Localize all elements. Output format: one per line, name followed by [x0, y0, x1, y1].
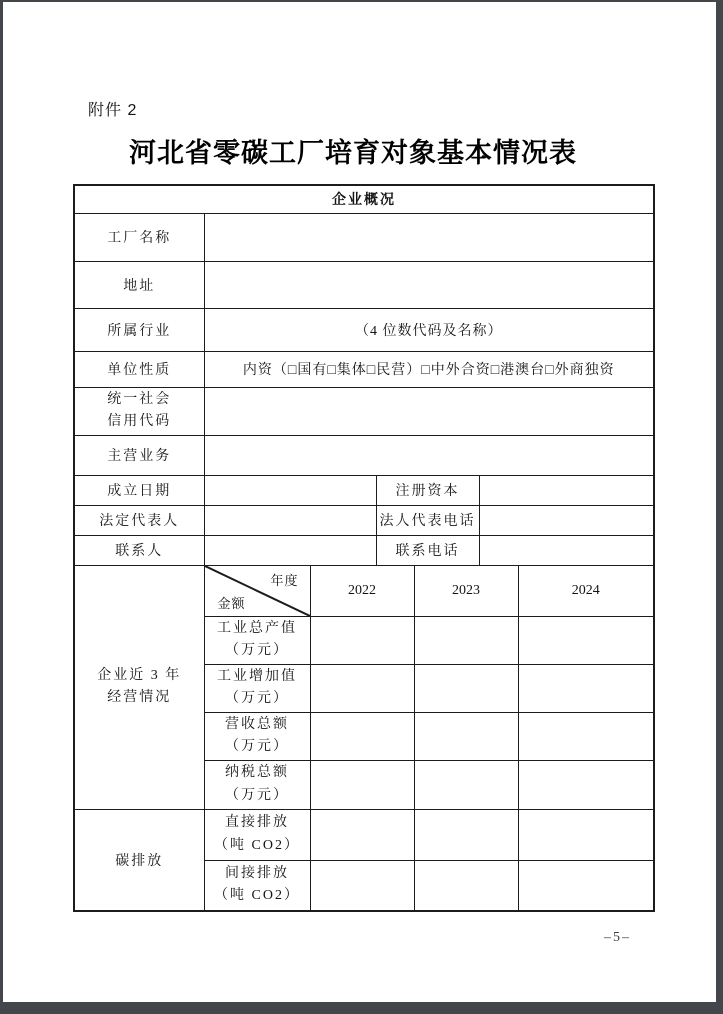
row-label-contact-phone: 联系电话	[376, 535, 479, 565]
input-cell-contact	[204, 535, 376, 565]
data-cell-revenue-2023	[414, 712, 518, 760]
row-label-address: 地址	[74, 261, 204, 308]
year-header-2023: 2023	[414, 565, 518, 616]
metric-label-added-value: 工业增加值 （万元）	[204, 664, 310, 712]
diagonal-header-cell	[204, 565, 310, 616]
data-cell-tax-2022	[310, 760, 414, 809]
row-label-legal-rep-phone: 法人代表电话	[376, 505, 479, 535]
row-label-legal-rep: 法定代表人	[74, 505, 204, 535]
input-cell-main-business	[204, 435, 654, 475]
input-cell-credit-code	[204, 387, 654, 435]
data-cell-added-value-2024	[518, 664, 654, 712]
year-header-2024: 2024	[518, 565, 654, 616]
metric-label-tax: 纳税总额 （万元）	[204, 760, 310, 809]
data-cell-tax-2023	[414, 760, 518, 809]
data-cell-indirect-2022	[310, 860, 414, 911]
data-cell-indirect-2024	[518, 860, 654, 911]
metric-label-revenue: 营收总额 （万元）	[204, 712, 310, 760]
data-cell-direct-2022	[310, 809, 414, 860]
metric-label-gross-output: 工业总产值 （万元）	[204, 616, 310, 664]
data-cell-revenue-2022	[310, 712, 414, 760]
document-page	[3, 2, 716, 1002]
row-label-factory-name: 工厂名称	[74, 213, 204, 261]
row-label-credit-code: 统一社会 信用代码	[74, 387, 204, 435]
diagonal-label-amount: 金额	[217, 595, 246, 611]
year-header-2022: 2022	[310, 565, 414, 616]
row-label-main-business: 主营业务	[74, 435, 204, 475]
row-label-industry: 所属行业	[74, 308, 204, 351]
data-cell-added-value-2022	[310, 664, 414, 712]
row-label-contact: 联系人	[74, 535, 204, 565]
input-cell-legal-rep	[204, 505, 376, 535]
page-title: 河北省零碳工厂培育对象基本情况表	[129, 138, 577, 168]
metric-label-direct-emission: 直接排放 （吨 CO2）	[204, 809, 310, 860]
page-number: –5–	[604, 930, 631, 945]
input-cell-unit-nature: 内资（□国有□集体□民营）□中外合资□港澳台□外商独资	[204, 351, 654, 387]
group-label-carbon: 碳排放	[74, 809, 204, 911]
group-label-operations: 企业近 3 年 经营情况	[74, 565, 204, 809]
data-cell-tax-2024	[518, 760, 654, 809]
data-cell-direct-2023	[414, 809, 518, 860]
input-cell-registered-capital	[479, 475, 654, 505]
data-cell-direct-2024	[518, 809, 654, 860]
row-label-unit-nature: 单位性质	[74, 351, 204, 387]
input-cell-address	[204, 261, 654, 308]
diagonal-label-year: 年度	[270, 572, 299, 588]
data-cell-gross-output-2022	[310, 616, 414, 664]
row-label-registered-capital: 注册资本	[376, 475, 479, 505]
attachment-label: 附件 2	[88, 102, 138, 119]
input-cell-industry: （4 位数代码及名称）	[204, 308, 654, 351]
data-cell-gross-output-2023	[414, 616, 518, 664]
metric-label-indirect-emission: 间接排放 （吨 CO2）	[204, 860, 310, 911]
section-header: 企业概况	[74, 185, 654, 213]
data-cell-added-value-2023	[414, 664, 518, 712]
input-cell-legal-rep-phone	[479, 505, 654, 535]
input-cell-factory-name	[204, 213, 654, 261]
input-cell-contact-phone	[479, 535, 654, 565]
enterprise-overview-table	[73, 184, 655, 912]
data-cell-indirect-2023	[414, 860, 518, 911]
row-label-establish-date: 成立日期	[74, 475, 204, 505]
data-cell-revenue-2024	[518, 712, 654, 760]
data-cell-gross-output-2024	[518, 616, 654, 664]
input-cell-establish-date	[204, 475, 376, 505]
